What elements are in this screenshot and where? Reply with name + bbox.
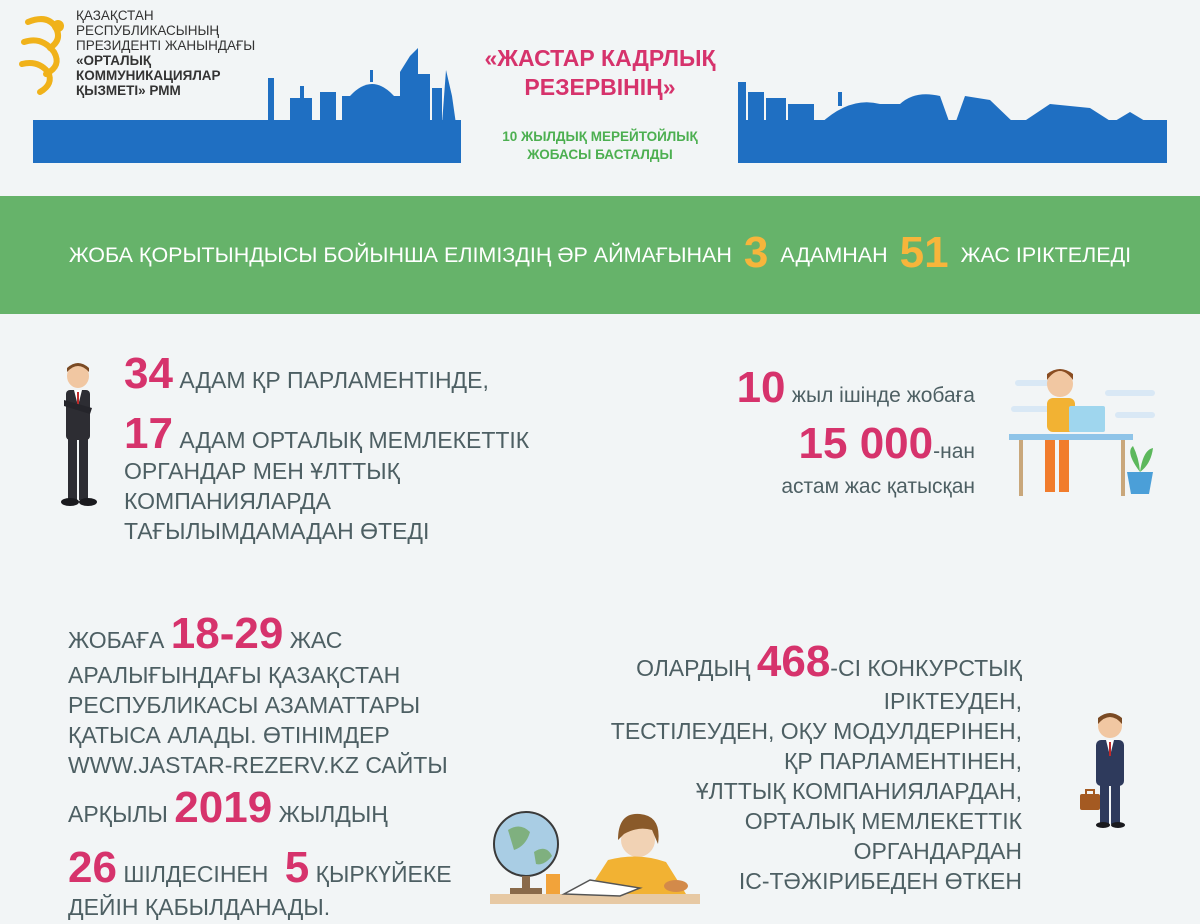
website-text: WWW.JASTAR-REZERV.KZ САЙТЫ [68,752,448,778]
stat-year: АРҚЫЛЫ 2019 ЖЫЛДЫҢ [68,783,388,832]
stat-graduates: ОЛАРДЫҢ 468-СІ КОНКУРСТЫҚ [636,637,1022,686]
text-line: ТЕСТІЛЕУДЕН, ОҚУ МОДУЛДЕРІНЕН, [610,718,1022,744]
text-line: ҚАТЫСА АЛАДЫ. ӨТІНІМДЕР [68,722,390,748]
text-line: ОРТАЛЫҚ МЕМЛЕКЕТТІК [744,808,1022,834]
stat-government: 17 АДАМ ОРТАЛЫҚ МЕМЛЕКЕТТІК [124,409,530,458]
page-title: «ЖАСТАР КАДРЛЫҚ РЕЗЕРВІНІҢ» [484,45,716,100]
summary-banner [0,196,1200,314]
stat-years: 10 жыл ішінде жобаға [736,363,975,412]
stat-participants: 15 000-нан [798,419,975,468]
organization-name: ҚАЗАҚСТАН РЕСПУБЛИКАСЫНЫҢ ПРЕЗИДЕНТІ ЖАНЫНДАҒЫ «ОРТАЛЫҚ КОММУНИКАЦИЯЛАР ҚЫЗМЕТІ» РММ [76,8,256,98]
banner-text: ЖАС ІРІКТЕЛЕДІ [960,242,1132,267]
text-line: ОРГАНДАРДАН [853,838,1022,864]
text-line: ОРГАНДАР МЕН ҰЛТТЫҚ [124,458,400,484]
girl-studying-icon [490,800,700,910]
banner-number: 3 [743,228,769,277]
banner-number: 51 [899,228,949,277]
text-line: ІС-ТӘЖІРИБЕДЕН ӨТКЕН [738,868,1022,894]
text-line: РЕСПУБЛИКАСЫ АЗАМАТТАРЫ [68,692,421,718]
text-line: астам жас қатысқан [781,475,975,498]
man-briefcase-icon [1078,710,1138,830]
text-line: ҰЛТТЫҚ КОМПАНИЯЛАРДАН, [695,778,1022,804]
page-subtitle: 10 ЖЫЛДЫҚ МЕРЕЙТОЙЛЫҚ ЖОБАСЫ БАСТАЛДЫ [502,129,698,162]
text-line: АРАЛЫҒЫНДАҒЫ ҚАЗАҚСТАН [68,662,401,688]
text-line: ҚР ПАРЛАМЕНТІНЕН, [784,748,1022,774]
stat-age-range: ЖОБАҒА 18-29 ЖАС [68,609,343,658]
text-line: КОМПАНИЯЛАРДА [124,488,331,514]
text-line: ДЕЙІН ҚАБЫЛДАНАДЫ. [68,894,331,920]
banner-text: АДАМНАН [780,242,888,267]
student-laptop-icon [1005,360,1165,500]
banner-text: ЖОБА ҚОРЫТЫНДЫСЫ БОЙЫНША ЕЛІМІЗДІҢ ӘР АЙМАҒЫНАН [68,242,732,267]
snow-leopard-emblem-icon [14,12,70,98]
text-line: ІРІКТЕУДЕН, [883,688,1022,714]
stat-dates: 26 ШІЛДЕСІНЕН 5 ҚЫРКҮЙЕКЕ [68,843,452,892]
stat-parliament: 34 АДАМ ҚР ПАРЛАМЕНТІНДЕ, [124,349,489,398]
text-line: ТАҒЫЛЫМДАМАДАН ӨТЕДІ [124,518,430,544]
businessman-icon [52,362,104,506]
